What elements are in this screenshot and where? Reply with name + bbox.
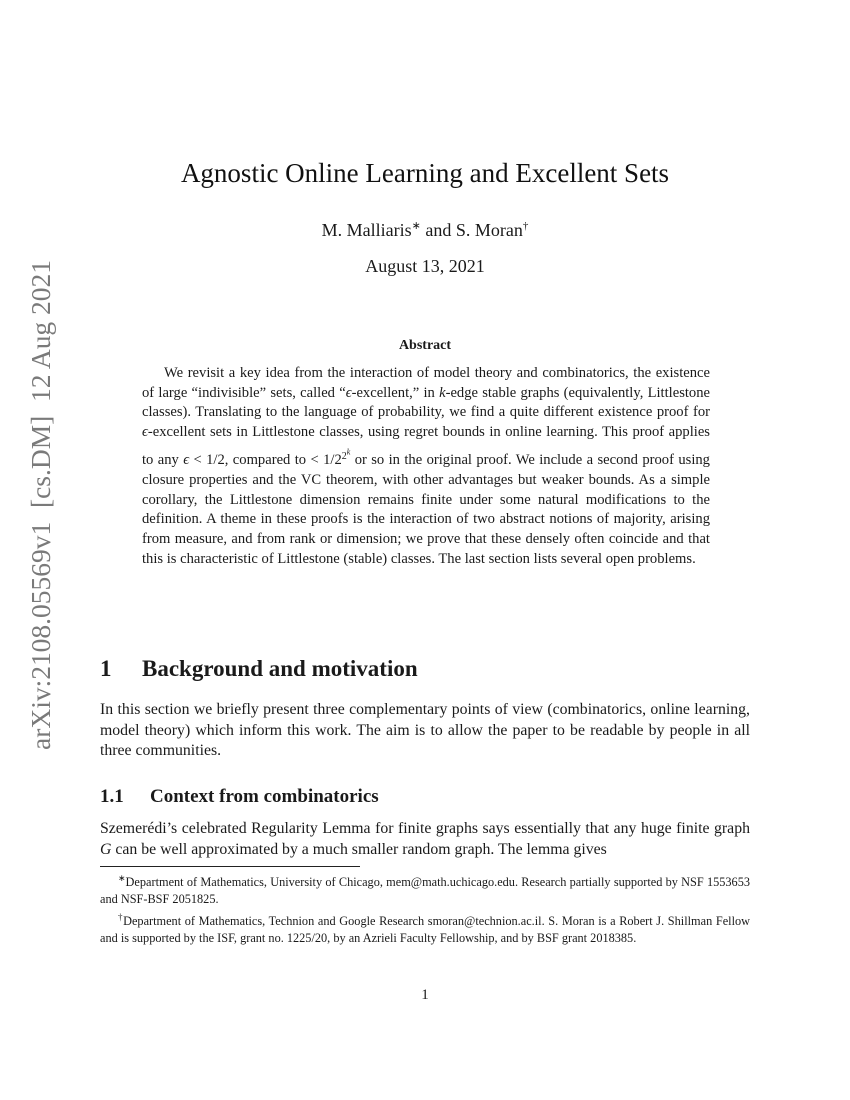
arxiv-stamp-text: arXiv:2108.05569v1 [cs.DM] 12 Aug 2021 xyxy=(26,268,56,750)
math-epsilon: ϵ xyxy=(345,384,352,401)
subsection-number: 1.1 xyxy=(100,786,124,807)
author-conjunction: and xyxy=(420,220,456,240)
paragraph-part: Szemerédi’s celebrated Regularity Lemma for finite graphs says essentially that any huge finite graph xyxy=(100,820,750,837)
paragraph-part: can be well approximated by a much smaller random graph. The lemma gives xyxy=(111,840,607,858)
subsection-title: Context from combinatorics xyxy=(150,786,379,807)
section-number: 1 xyxy=(100,656,112,681)
exponent-k: k xyxy=(346,447,351,457)
author-malliaris: M. Malliaris xyxy=(321,220,412,240)
arxiv-stamp-svg xyxy=(20,255,60,755)
math-g: G xyxy=(100,840,112,858)
footnote-text: Department of Mathematics, University of Chicago, mem@math.uchicago.edu. Research partially supported by NSF 1553653 and NSF-BSF 2051825. xyxy=(100,875,750,907)
exponent-base: 2 xyxy=(341,450,347,462)
section-1-paragraph: In this section we briefly present three complementary points of view (combinatorics, online learning, model theory) which inform this work. The aim is to allow the paper to be readable by people in all three communities. xyxy=(100,701,750,759)
math-epsilon: ϵ xyxy=(183,452,190,469)
abstract-text xyxy=(142,364,710,569)
section-title: Background and motivation xyxy=(142,656,418,681)
abstract-part: < 1/2, compared to < 1/2 xyxy=(189,452,342,469)
author-moran: S. Moran xyxy=(455,220,523,240)
author-line xyxy=(100,213,750,243)
math-k: k xyxy=(439,384,446,401)
paper-title: Agnostic Online Learning and Excellent Sets xyxy=(180,158,670,188)
abstract-part: We revisit a key idea from the interaction of model theory and combinatorics, the existence of large “indivisible” sets, called “ xyxy=(142,365,710,401)
footnote-mark: † xyxy=(118,912,124,923)
abstract-part: or so in the original proof. We include a second proof using closure properties and the VC theorem, with other advantages but weaker bounds. As a simple corollary, the Littlestone dimension remains finite under some natural modifications to the definition. A theme in these proofs is the interaction of two abstract notions of majority, arising from measure, and from rank or dimension; we prove that these densely often coincide and that this is characteristic of Littlestone (stable) classes. The last section lists several open problems. xyxy=(142,452,710,567)
footnotes xyxy=(100,870,750,948)
abstract-part: -excellent sets in Littlestone classes, using regret bounds in online learning. This proof applies to any xyxy=(142,423,710,469)
arxiv-identifier-stamp xyxy=(20,255,60,755)
subsection-1-1-paragraph xyxy=(100,819,750,860)
footnote-text: Department of Mathematics, Technion and Google Research smoran@technion.ac.il. S. Moran is a Robert J. Shillman Fellow and is supported by the ISF, grant no. 1225/20, by an Azrieli Faculty Fellowship, and by BSF grant 2018385. xyxy=(100,914,751,946)
footnote-2 xyxy=(100,909,750,947)
abstract-part: -excellent,” in xyxy=(351,384,440,401)
abstract-heading: Abstract xyxy=(398,338,452,353)
abstract-part: -edge stable graphs (equivalently, Littlestone classes). Translating to the language of probability, we find a quite different existence proof for xyxy=(142,384,711,421)
page-number: 1 xyxy=(421,987,429,1003)
subsection-1-1-heading xyxy=(100,784,750,810)
footnote-mark-2: † xyxy=(522,220,529,232)
math-epsilon: ϵ xyxy=(142,423,148,440)
section-1-heading xyxy=(100,653,750,685)
footnote-divider xyxy=(100,866,360,867)
footnote-1 xyxy=(100,870,750,908)
paper-date: August 13, 2021 xyxy=(365,256,485,276)
footnote-mark-1: ∗ xyxy=(411,220,421,232)
footnote-mark: ∗ xyxy=(118,873,126,883)
